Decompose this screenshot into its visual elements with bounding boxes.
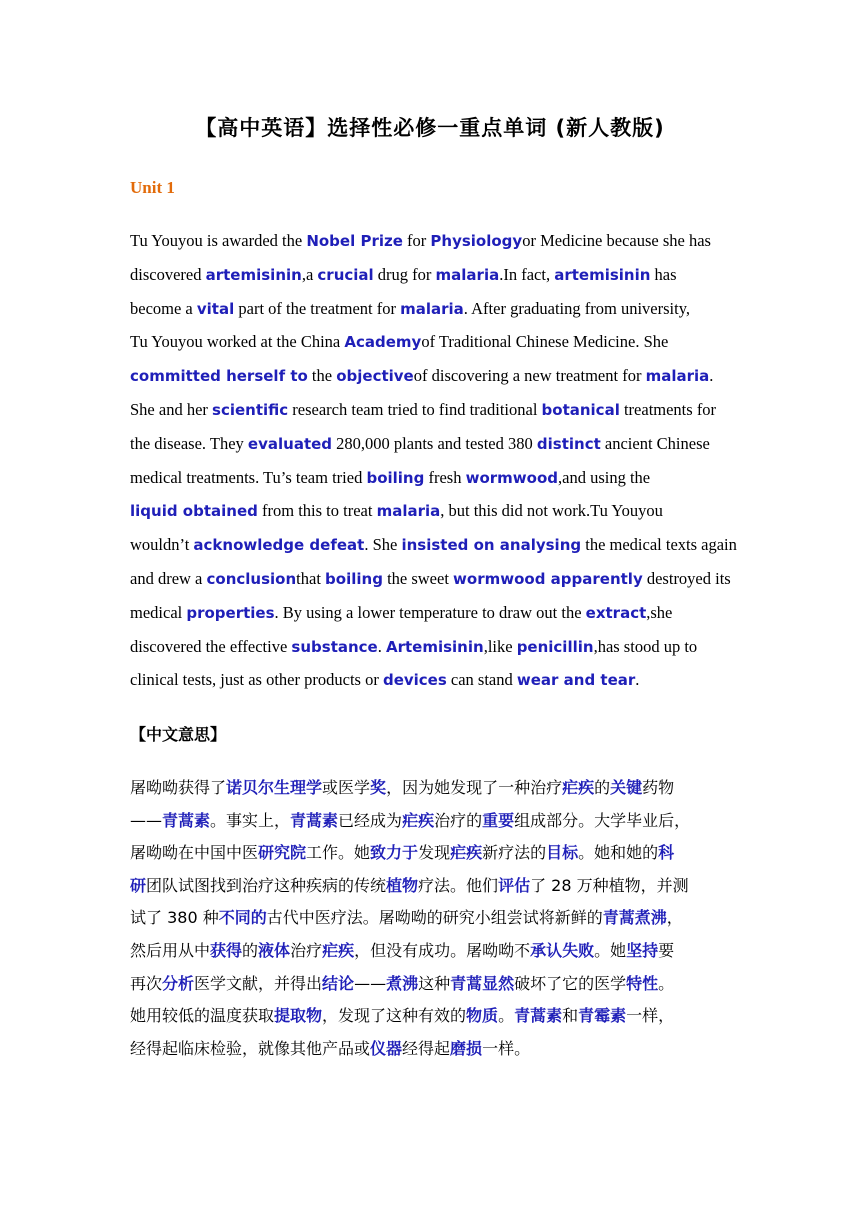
text-segment: . (377, 636, 386, 656)
text-segment: 古代中医疗法。屠呦呦的研究小组尝试将新鲜的 (266, 908, 603, 928)
chinese-line (130, 837, 740, 870)
keyword: 不同的 (218, 908, 267, 928)
keyword: 承认失败 (530, 940, 595, 960)
text-segment: ancient Chinese (600, 433, 710, 453)
text-segment: of discovering a new treatment for (413, 366, 646, 386)
text-segment: 的 (242, 940, 259, 960)
keyword: evaluated (247, 434, 333, 453)
keyword: 致力于 (370, 843, 419, 863)
text-segment: discovered (130, 264, 206, 284)
text-segment: the (307, 366, 337, 386)
chinese-line (130, 902, 740, 935)
chinese-meaning-heading: 【中文意思】 (130, 725, 227, 744)
keyword: 青霉素 (578, 1006, 627, 1026)
text-segment: Tu Youyou worked at the China (130, 332, 345, 352)
text-segment: .In fact, (499, 264, 555, 284)
keyword: vital (196, 299, 235, 318)
keyword: 疟疾 (450, 843, 483, 863)
english-line (130, 224, 740, 258)
text-segment: or Medicine because she has (522, 231, 711, 250)
keyword: 疟疾 (322, 940, 355, 960)
keyword: acknowledge defeat (193, 536, 365, 555)
text-segment: discovered the effective (130, 636, 292, 656)
keyword: 液体 (258, 940, 291, 960)
text-segment: that (296, 568, 326, 588)
chinese-line (130, 1033, 740, 1066)
text-segment: from this to treat (257, 501, 377, 521)
keyword: boiling (366, 468, 425, 487)
text-segment: , but this did not work.Tu Youyou (440, 501, 663, 521)
text-segment: 和 (562, 1006, 579, 1026)
english-line (130, 359, 740, 393)
english-line (130, 427, 740, 461)
keyword: 科 (658, 843, 675, 863)
text-segment: medical treatments. Tu’s team tried (130, 467, 367, 487)
text-segment: 经得起临床检验，就像其他产品或 (130, 1038, 371, 1058)
chinese-line (130, 870, 740, 903)
text-segment: 。事实上， (210, 810, 291, 830)
text-segment: —— (130, 810, 162, 830)
text-segment: 要 (658, 940, 675, 960)
text-segment: 医学文献，并得出 (194, 973, 323, 993)
keyword: botanical (541, 400, 620, 419)
keyword: 青蒿素 (514, 1006, 563, 1026)
text-segment: 治疗 (290, 940, 323, 960)
keyword: properties (186, 603, 275, 622)
keyword: 获得 (210, 940, 243, 960)
text-segment: 或医学 (322, 778, 371, 797)
text-segment: . After graduating from university, (463, 298, 691, 318)
text-segment: 疗法。他们 (418, 875, 499, 895)
keyword: 坚持 (626, 940, 659, 960)
chinese-line (130, 772, 740, 805)
text-segment: ，但没有成功。屠呦呦不 (354, 940, 531, 960)
keyword: malaria (376, 502, 441, 521)
keyword: malaria (645, 367, 710, 386)
english-line (130, 258, 740, 292)
keyword: extract (585, 603, 647, 622)
text-segment: 。她 (594, 940, 627, 960)
text-segment: 新疗法的 (482, 843, 547, 863)
keyword: 青蒿煮沸 (602, 908, 667, 928)
english-passage (130, 224, 740, 697)
keyword: 仪器 (370, 1038, 403, 1058)
text-segment: destroyed its (642, 568, 731, 588)
text-segment: fresh (424, 467, 466, 487)
text-segment: research team tried to find traditional (288, 399, 542, 419)
keyword: 关键 (610, 778, 643, 797)
chinese-line (130, 805, 740, 838)
text-segment: 了 28 万种植物，并测 (530, 875, 689, 895)
text-segment: the medical texts again (581, 535, 737, 555)
text-segment: . She (364, 535, 402, 555)
text-segment: 她用较低的温度获取 (130, 1006, 275, 1026)
keyword: wormwood apparently (453, 569, 643, 588)
keyword: Nobel Prize (306, 232, 403, 250)
keyword: 青蒿显然 (450, 973, 515, 993)
keyword: 疟疾 (402, 810, 435, 830)
keyword: crucial (317, 265, 374, 284)
text-segment: 发现 (418, 843, 451, 863)
keyword: 青蒿素 (162, 810, 211, 830)
text-segment: drug for (373, 264, 436, 284)
keyword: penicillin (516, 637, 594, 656)
text-segment: . (709, 366, 714, 386)
text-segment: 。 (658, 973, 675, 993)
text-segment: 治疗的 (434, 810, 483, 830)
text-segment: ,like (483, 636, 517, 656)
keyword: wear and tear (516, 671, 636, 690)
text-segment: ,has stood up to (593, 636, 698, 656)
text-segment: 一样。 (482, 1038, 531, 1058)
keyword: 目标 (546, 843, 579, 863)
english-line (130, 393, 740, 427)
keyword: 植物 (386, 875, 419, 895)
keyword: artemisinin (205, 265, 302, 284)
text-segment: treatments for (619, 399, 717, 419)
text-segment: 经得起 (402, 1038, 451, 1058)
keyword: committed herself to (130, 367, 308, 386)
text-segment: 已经成为 (338, 810, 403, 830)
keyword: Artemisinin (385, 637, 484, 656)
text-segment: She and her (130, 399, 213, 419)
english-line (130, 494, 740, 528)
english-line (130, 292, 740, 326)
text-segment: 团队试图找到治疗这种疾病的传统 (146, 875, 387, 895)
text-segment: has (650, 264, 677, 284)
text-segment: 屠呦呦在中国中医 (130, 843, 259, 863)
text-segment: 然后用从中 (130, 940, 211, 960)
keyword: 重要 (482, 810, 515, 830)
english-line (130, 461, 740, 495)
text-segment: 一样， (626, 1006, 675, 1026)
text-segment: . By using a lower temperature to draw out the (274, 602, 586, 622)
keyword: 评估 (498, 875, 531, 895)
keyword: objective (336, 367, 414, 386)
keyword: 物质 (466, 1006, 499, 1026)
keyword: insisted on analysing (401, 536, 582, 555)
text-segment: 屠呦呦获得了 (130, 778, 227, 797)
text-segment: 。她和她的 (578, 843, 659, 863)
text-segment: ,and using the (558, 467, 651, 487)
text-segment: 这种 (418, 973, 451, 993)
text-segment: 工作。她 (306, 843, 371, 863)
keyword: devices (382, 671, 447, 690)
text-segment: for (402, 231, 431, 250)
text-segment: of Traditional Chinese Medicine. She (421, 332, 669, 352)
text-segment: 组成部分。大学毕业后， (514, 810, 691, 830)
text-segment: the disease. They (130, 433, 248, 453)
keyword: 奖 (370, 778, 387, 797)
keyword: 结论 (322, 973, 355, 993)
english-line (130, 630, 740, 664)
unit-heading: Unit 1 (130, 178, 175, 197)
text-segment: become a (130, 298, 197, 318)
keyword: substance (291, 637, 378, 656)
page-title: 【高中英语】选择性必修一重点单词 (新人教版) (195, 116, 665, 140)
text-segment: medical (130, 602, 187, 622)
keyword: malaria (400, 299, 464, 318)
keyword: wormwood (465, 468, 558, 487)
keyword: malaria (435, 265, 500, 284)
keyword: 青蒿素 (290, 810, 339, 830)
keyword: artemisinin (554, 265, 651, 284)
keyword: conclusion (206, 569, 297, 588)
text-segment: 。 (498, 1006, 515, 1026)
text-segment: wouldn’t (130, 535, 194, 555)
keyword: 煮沸 (386, 973, 419, 993)
english-line (130, 562, 740, 596)
keyword: 研究院 (258, 843, 307, 863)
text-segment: 的 (594, 778, 611, 797)
keyword: 特性 (626, 973, 659, 993)
keyword: scientific (212, 400, 289, 419)
text-segment: clinical tests, just as other products or (130, 670, 383, 690)
keyword: 疟疾 (562, 778, 595, 797)
keyword: Academy (344, 333, 422, 352)
text-segment: and drew a (130, 568, 207, 588)
text-segment: . (635, 670, 640, 690)
keyword: distinct (536, 434, 601, 453)
keyword: 提取物 (274, 1006, 323, 1026)
text-segment: ,she (646, 602, 673, 622)
keyword: 磨损 (450, 1038, 483, 1058)
chinese-line (130, 968, 740, 1001)
text-segment: ，因为她发现了一种治疗 (386, 778, 563, 797)
text-segment: the sweet (382, 568, 454, 588)
text-segment: 药物 (642, 778, 675, 797)
keyword: liquid obtained (130, 502, 258, 521)
text-segment: ， (666, 908, 683, 928)
keyword: Physiology (430, 232, 523, 250)
text-segment: ,a (301, 264, 318, 284)
keyword: 诺贝尔生理学 (226, 778, 323, 797)
text-segment: can stand (446, 670, 517, 690)
english-line (130, 325, 740, 359)
text-segment: 再次 (130, 973, 163, 993)
keyword: boiling (325, 569, 383, 588)
text-segment: 破坏了它的医学 (514, 973, 627, 993)
english-line (130, 596, 740, 630)
english-line (130, 528, 740, 562)
text-segment: —— (354, 973, 387, 993)
text-segment: 试了 380 种 (130, 908, 219, 928)
english-line (130, 663, 740, 697)
chinese-line (130, 935, 740, 968)
text-segment: 280,000 plants and tested 380 (332, 433, 537, 453)
chinese-passage (130, 772, 740, 1065)
text-segment: part of the treatment for (234, 298, 401, 318)
keyword: 分析 (162, 973, 195, 993)
text-segment: Tu Youyou is awarded the (130, 231, 307, 250)
keyword: 研 (130, 875, 147, 895)
text-segment: ，发现了这种有效的 (322, 1006, 467, 1026)
chinese-line (130, 1000, 740, 1033)
